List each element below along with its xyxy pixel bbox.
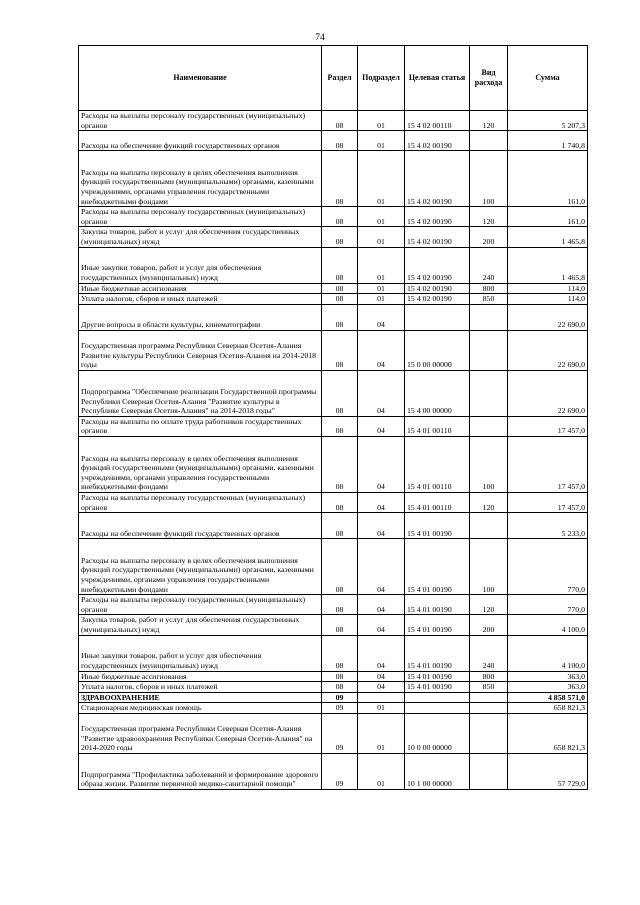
cell-subsection: 01 xyxy=(358,283,405,294)
cell-name: Расходы на выплаты персоналу в целях обеспечения выполнения функций государственными (муниципальными) органами, казенными учреждениями, органами управления государственными внебюджетными фондами xyxy=(79,151,322,207)
cell-subsection: 01 xyxy=(358,703,405,714)
table-row xyxy=(79,513,588,539)
table-row xyxy=(79,131,588,151)
cell-name: Подпрограмма "Профилактика заболеваний и формирование здорового образа жизни. Развитие первичной медико-санитарной помощи" xyxy=(79,753,322,789)
cell-amount: 1 465,8 xyxy=(508,247,588,283)
cell-type xyxy=(470,703,508,714)
cell-target: 15 4 01 00190 xyxy=(405,635,470,671)
cell-section: 09 xyxy=(322,703,358,714)
cell-subsection: 04 xyxy=(358,330,405,370)
cell-target: 10 0 00 00000 xyxy=(405,713,470,753)
cell-name: Подпрограмма "Обеспечение реализации Государственной программы Республики Северная Осетия-Алания "Развитие культуры в Республике Северная Осетия-Алания" на 2014-2018 годы" xyxy=(79,370,322,416)
cell-type: 120 xyxy=(470,111,508,131)
cell-subsection: 04 xyxy=(358,671,405,682)
cell-section: 08 xyxy=(322,151,358,207)
cell-name: Уплата налогов, сборов и иных платежей xyxy=(79,294,322,305)
cell-section: 08 xyxy=(322,539,358,595)
cell-target: 15 4 01 00110 xyxy=(405,416,470,436)
cell-amount: 17 457,0 xyxy=(508,492,588,512)
cell-amount: 658 821,3 xyxy=(508,703,588,714)
cell-subsection: 01 xyxy=(358,227,405,247)
column-header-target: Целевая статья xyxy=(405,46,470,111)
table-row xyxy=(79,436,588,492)
table-row xyxy=(79,671,588,682)
cell-target: 15 4 02 00190 xyxy=(405,151,470,207)
cell-subsection: 04 xyxy=(358,436,405,492)
cell-target: 15 4 01 00110 xyxy=(405,436,470,492)
table-row xyxy=(79,539,588,595)
cell-amount: 22 690,0 xyxy=(508,304,588,330)
cell-subsection: 01 xyxy=(358,131,405,151)
cell-target: 15 4 02 00110 xyxy=(405,111,470,131)
cell-amount: 161,0 xyxy=(508,151,588,207)
cell-target: 15 4 01 00110 xyxy=(405,492,470,512)
cell-subsection: 01 xyxy=(358,713,405,753)
table-row xyxy=(79,294,588,305)
cell-section: 08 xyxy=(322,595,358,615)
cell-name: ЗДРАВООХРАНЕНИЕ xyxy=(79,692,322,703)
cell-section: 08 xyxy=(322,671,358,682)
cell-amount: 4 100,0 xyxy=(508,615,588,635)
cell-type: 240 xyxy=(470,247,508,283)
cell-amount: 114,0 xyxy=(508,294,588,305)
table-row xyxy=(79,370,588,416)
cell-amount: 57 729,0 xyxy=(508,753,588,789)
cell-subsection: 01 xyxy=(358,247,405,283)
cell-section: 08 xyxy=(322,492,358,512)
cell-subsection: 01 xyxy=(358,294,405,305)
cell-section: 08 xyxy=(322,294,358,305)
cell-target: 15 4 01 00190 xyxy=(405,615,470,635)
cell-amount: 1 465,8 xyxy=(508,227,588,247)
cell-subsection: 01 xyxy=(358,151,405,207)
cell-name: Закупка товаров, работ и услуг для обеспечения государственных (муниципальных) нужд xyxy=(79,615,322,635)
table-row xyxy=(79,682,588,693)
cell-name: Другие вопросы в области культуры, кинематографии xyxy=(79,304,322,330)
cell-section: 08 xyxy=(322,111,358,131)
cell-type: 800 xyxy=(470,671,508,682)
cell-name: Расходы на выплаты по оплате труда работников государственных органов xyxy=(79,416,322,436)
cell-subsection: 04 xyxy=(358,304,405,330)
cell-amount: 5 233,0 xyxy=(508,513,588,539)
table-row xyxy=(79,330,588,370)
cell-name: Расходы на выплаты персоналу государственных (муниципальных) органов xyxy=(79,207,322,227)
cell-type: 200 xyxy=(470,227,508,247)
cell-name: Стационарная медицинская помощь xyxy=(79,703,322,714)
cell-target: 15 4 01 00190 xyxy=(405,682,470,693)
page-number: 74 xyxy=(315,33,325,43)
cell-section: 08 xyxy=(322,513,358,539)
cell-subsection: 01 xyxy=(358,207,405,227)
cell-target: 15 4 01 00190 xyxy=(405,513,470,539)
table-row xyxy=(79,713,588,753)
cell-type: 850 xyxy=(470,682,508,693)
cell-section: 08 xyxy=(322,416,358,436)
table-body xyxy=(79,111,588,790)
cell-subsection: 04 xyxy=(358,615,405,635)
cell-name: Расходы на выплаты персоналу государственных (муниципальных) органов xyxy=(79,492,322,512)
cell-amount: 161,0 xyxy=(508,207,588,227)
cell-amount: 4 100,0 xyxy=(508,635,588,671)
column-header-name: Наименование xyxy=(79,46,322,111)
cell-subsection: 01 xyxy=(358,111,405,131)
cell-type xyxy=(470,713,508,753)
cell-type: 200 xyxy=(470,615,508,635)
cell-section: 08 xyxy=(322,283,358,294)
cell-type: 100 xyxy=(470,151,508,207)
cell-section: 08 xyxy=(322,635,358,671)
cell-subsection: 04 xyxy=(358,416,405,436)
cell-name: Расходы на обеспечение функций государственных органов xyxy=(79,513,322,539)
table-row xyxy=(79,492,588,512)
cell-amount: 22 690,0 xyxy=(508,370,588,416)
cell-subsection: 04 xyxy=(358,635,405,671)
cell-section: 08 xyxy=(322,436,358,492)
cell-type: 120 xyxy=(470,595,508,615)
table-row xyxy=(79,753,588,789)
cell-section: 08 xyxy=(322,682,358,693)
table-row xyxy=(79,615,588,635)
cell-section: 08 xyxy=(322,615,358,635)
cell-target: 15 4 01 00190 xyxy=(405,595,470,615)
cell-type: 850 xyxy=(470,294,508,305)
cell-amount: 114,0 xyxy=(508,283,588,294)
cell-target: 10 1 00 00000 xyxy=(405,753,470,789)
cell-type: 120 xyxy=(470,207,508,227)
cell-section: 08 xyxy=(322,247,358,283)
table-row xyxy=(79,635,588,671)
cell-target: 15 4 02 00190 xyxy=(405,283,470,294)
cell-name: Расходы на обеспечение функций государственных органов xyxy=(79,131,322,151)
cell-target: 15 4 02 00190 xyxy=(405,227,470,247)
table-row xyxy=(79,151,588,207)
column-header-type: Вид расхода xyxy=(470,46,508,111)
cell-name: Расходы на выплаты персоналу государственных (муниципальных) органов xyxy=(79,111,322,131)
cell-subsection: 04 xyxy=(358,513,405,539)
cell-target xyxy=(405,304,470,330)
cell-target: 15 4 00 00000 xyxy=(405,370,470,416)
cell-subsection xyxy=(358,692,405,703)
cell-amount: 658 821,3 xyxy=(508,713,588,753)
cell-section: 08 xyxy=(322,207,358,227)
cell-subsection: 04 xyxy=(358,370,405,416)
cell-amount: 363,0 xyxy=(508,682,588,693)
cell-type: 800 xyxy=(470,283,508,294)
cell-type xyxy=(470,753,508,789)
cell-name: Иные бюджетные ассигнования xyxy=(79,283,322,294)
column-header-amount: Сумма xyxy=(508,46,588,111)
cell-name: Расходы на выплаты персоналу в целях обеспечения выполнения функций государственными (муниципальными) органами, казенными учреждениями, органами управления государственными внебюджетными фондами xyxy=(79,539,322,595)
cell-section: 09 xyxy=(322,692,358,703)
cell-amount: 4 858 571,0 xyxy=(508,692,588,703)
cell-target: 15 4 01 00190 xyxy=(405,671,470,682)
cell-name: Расходы на выплаты персоналу государственных (муниципальных) органов xyxy=(79,595,322,615)
cell-subsection: 04 xyxy=(358,682,405,693)
cell-section: 08 xyxy=(322,131,358,151)
cell-subsection: 01 xyxy=(358,753,405,789)
cell-amount: 770,0 xyxy=(508,595,588,615)
cell-name: Государственная программа Республики Северная Осетия-Алания "Развитие здравоохранения Республики Северная Осетия-Алания" на 2014-2020 годы xyxy=(79,713,322,753)
cell-name: Государственная программа Республики Северная Осетия-Алания Развитие культуры Республики Северная Осетия-Алания на 2014-2018 годы xyxy=(79,330,322,370)
cell-type xyxy=(470,513,508,539)
cell-section: 09 xyxy=(322,753,358,789)
table-row xyxy=(79,703,588,714)
cell-type xyxy=(470,416,508,436)
cell-type xyxy=(470,304,508,330)
cell-type: 100 xyxy=(470,539,508,595)
cell-type xyxy=(470,131,508,151)
cell-type: 120 xyxy=(470,492,508,512)
cell-name: Иные закупки товаров, работ и услуг для обеспечения государственных (муниципальных) нужд xyxy=(79,635,322,671)
cell-type: 240 xyxy=(470,635,508,671)
cell-target xyxy=(405,692,470,703)
table-row xyxy=(79,595,588,615)
cell-section: 08 xyxy=(322,330,358,370)
table-row xyxy=(79,304,588,330)
cell-type xyxy=(470,370,508,416)
cell-section: 08 xyxy=(322,370,358,416)
cell-name: Закупка товаров, работ и услуг для обеспечения государственных (муниципальных) нужд xyxy=(79,227,322,247)
cell-amount: 363,0 xyxy=(508,671,588,682)
cell-amount: 770,0 xyxy=(508,539,588,595)
cell-subsection: 04 xyxy=(358,492,405,512)
cell-target: 15 4 02 00190 xyxy=(405,131,470,151)
cell-subsection: 04 xyxy=(358,539,405,595)
cell-amount: 17 457,0 xyxy=(508,416,588,436)
cell-target: 15 0 00 00000 xyxy=(405,330,470,370)
cell-section: 08 xyxy=(322,227,358,247)
table-header-row xyxy=(79,46,588,111)
budget-table xyxy=(78,45,588,790)
cell-name: Уплата налогов, сборов и иных платежей xyxy=(79,682,322,693)
cell-target: 15 4 02 00190 xyxy=(405,247,470,283)
cell-target: 15 4 02 00190 xyxy=(405,207,470,227)
cell-target: 15 4 02 00190 xyxy=(405,294,470,305)
cell-type: 100 xyxy=(470,436,508,492)
cell-type xyxy=(470,692,508,703)
cell-amount: 22 690,0 xyxy=(508,330,588,370)
cell-amount: 17 457,0 xyxy=(508,436,588,492)
table-row xyxy=(79,227,588,247)
table-row xyxy=(79,283,588,294)
cell-name: Иные бюджетные ассигнования xyxy=(79,671,322,682)
table-row xyxy=(79,111,588,131)
cell-name: Иные закупки товаров, работ и услуг для обеспечения государственных (муниципальных) нужд xyxy=(79,247,322,283)
table-row xyxy=(79,692,588,703)
cell-amount: 5 207,3 xyxy=(508,111,588,131)
cell-type xyxy=(470,330,508,370)
cell-target xyxy=(405,703,470,714)
cell-subsection: 04 xyxy=(358,595,405,615)
cell-amount: 1 740,8 xyxy=(508,131,588,151)
column-header-section: Раздел xyxy=(322,46,358,111)
cell-section: 09 xyxy=(322,713,358,753)
table-row xyxy=(79,247,588,283)
cell-name: Расходы на выплаты персоналу в целях обеспечения выполнения функций государственными (муниципальными) органами, казенными учреждениями, органами управления государственными внебюджетными фондами xyxy=(79,436,322,492)
table-row xyxy=(79,207,588,227)
column-header-subsection: Подраздел xyxy=(358,46,405,111)
table-row xyxy=(79,416,588,436)
cell-target: 15 4 01 00190 xyxy=(405,539,470,595)
cell-section: 08 xyxy=(322,304,358,330)
